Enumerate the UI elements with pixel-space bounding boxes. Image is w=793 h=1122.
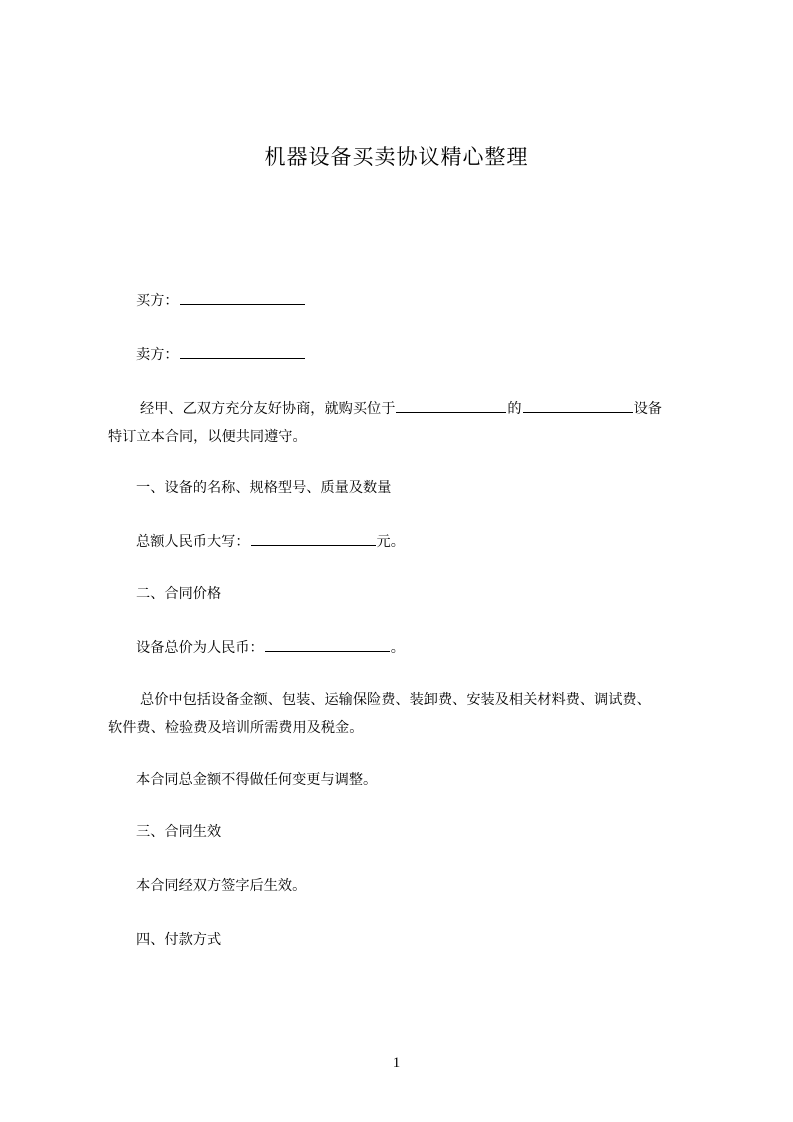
effective-text: 本合同经双方签字后生效。 [136,878,307,894]
document-title: 机器设备买卖协议精心整理 [264,145,529,169]
total-price-line [108,634,708,662]
total-price-suffix: 。 [390,640,405,656]
equipment-blank[interactable] [523,395,633,413]
intro-part1: 经甲、乙双方充分友好协商，就购买位于 [140,401,396,417]
intro-line2: 特订立本合同，以便共同遵守。 [108,429,307,445]
no-change-text: 本合同总金额不得做任何变更与调整。 [136,772,378,788]
total-words-label: 总额人民币大写： [136,534,250,550]
total-words-line [108,528,708,556]
seller-line [108,341,708,369]
section1-heading [108,474,708,502]
section3-heading-text: 三、合同生效 [136,824,222,840]
price-includes-paragraph [108,686,708,742]
buyer-blank[interactable] [180,287,305,305]
intro-part3: 设备 [633,401,662,417]
section2-heading-text: 二、合同价格 [136,586,222,602]
total-words-suffix: 元。 [376,534,405,550]
price-includes-line2: 软件费、检验费及培训所需费用及税金。 [108,720,364,736]
section4-heading-text: 四、付款方式 [136,932,222,948]
total-price-blank[interactable] [265,634,390,652]
buyer-line [108,287,708,315]
no-change-line [108,766,708,794]
section4-heading [108,926,708,954]
section3-heading [108,818,708,846]
effective-line [108,872,708,900]
section2-heading [108,580,708,608]
page-number: 1 [392,1055,401,1071]
location-blank[interactable] [396,395,506,413]
intro-part2: 的 [507,401,522,417]
seller-blank[interactable] [180,341,305,359]
seller-label: 卖方： [136,347,179,363]
intro-paragraph [108,395,708,451]
buyer-label: 买方： [136,293,179,309]
total-words-blank[interactable] [251,528,376,546]
price-includes-line1: 总价中包括设备金额、包装、运输保险费、装卸费、安装及相关材料费、调试费、 [140,692,651,708]
total-price-label: 设备总价为人民币： [136,640,264,656]
section1-heading-text: 一、设备的名称、规格型号、质量及数量 [136,480,392,496]
